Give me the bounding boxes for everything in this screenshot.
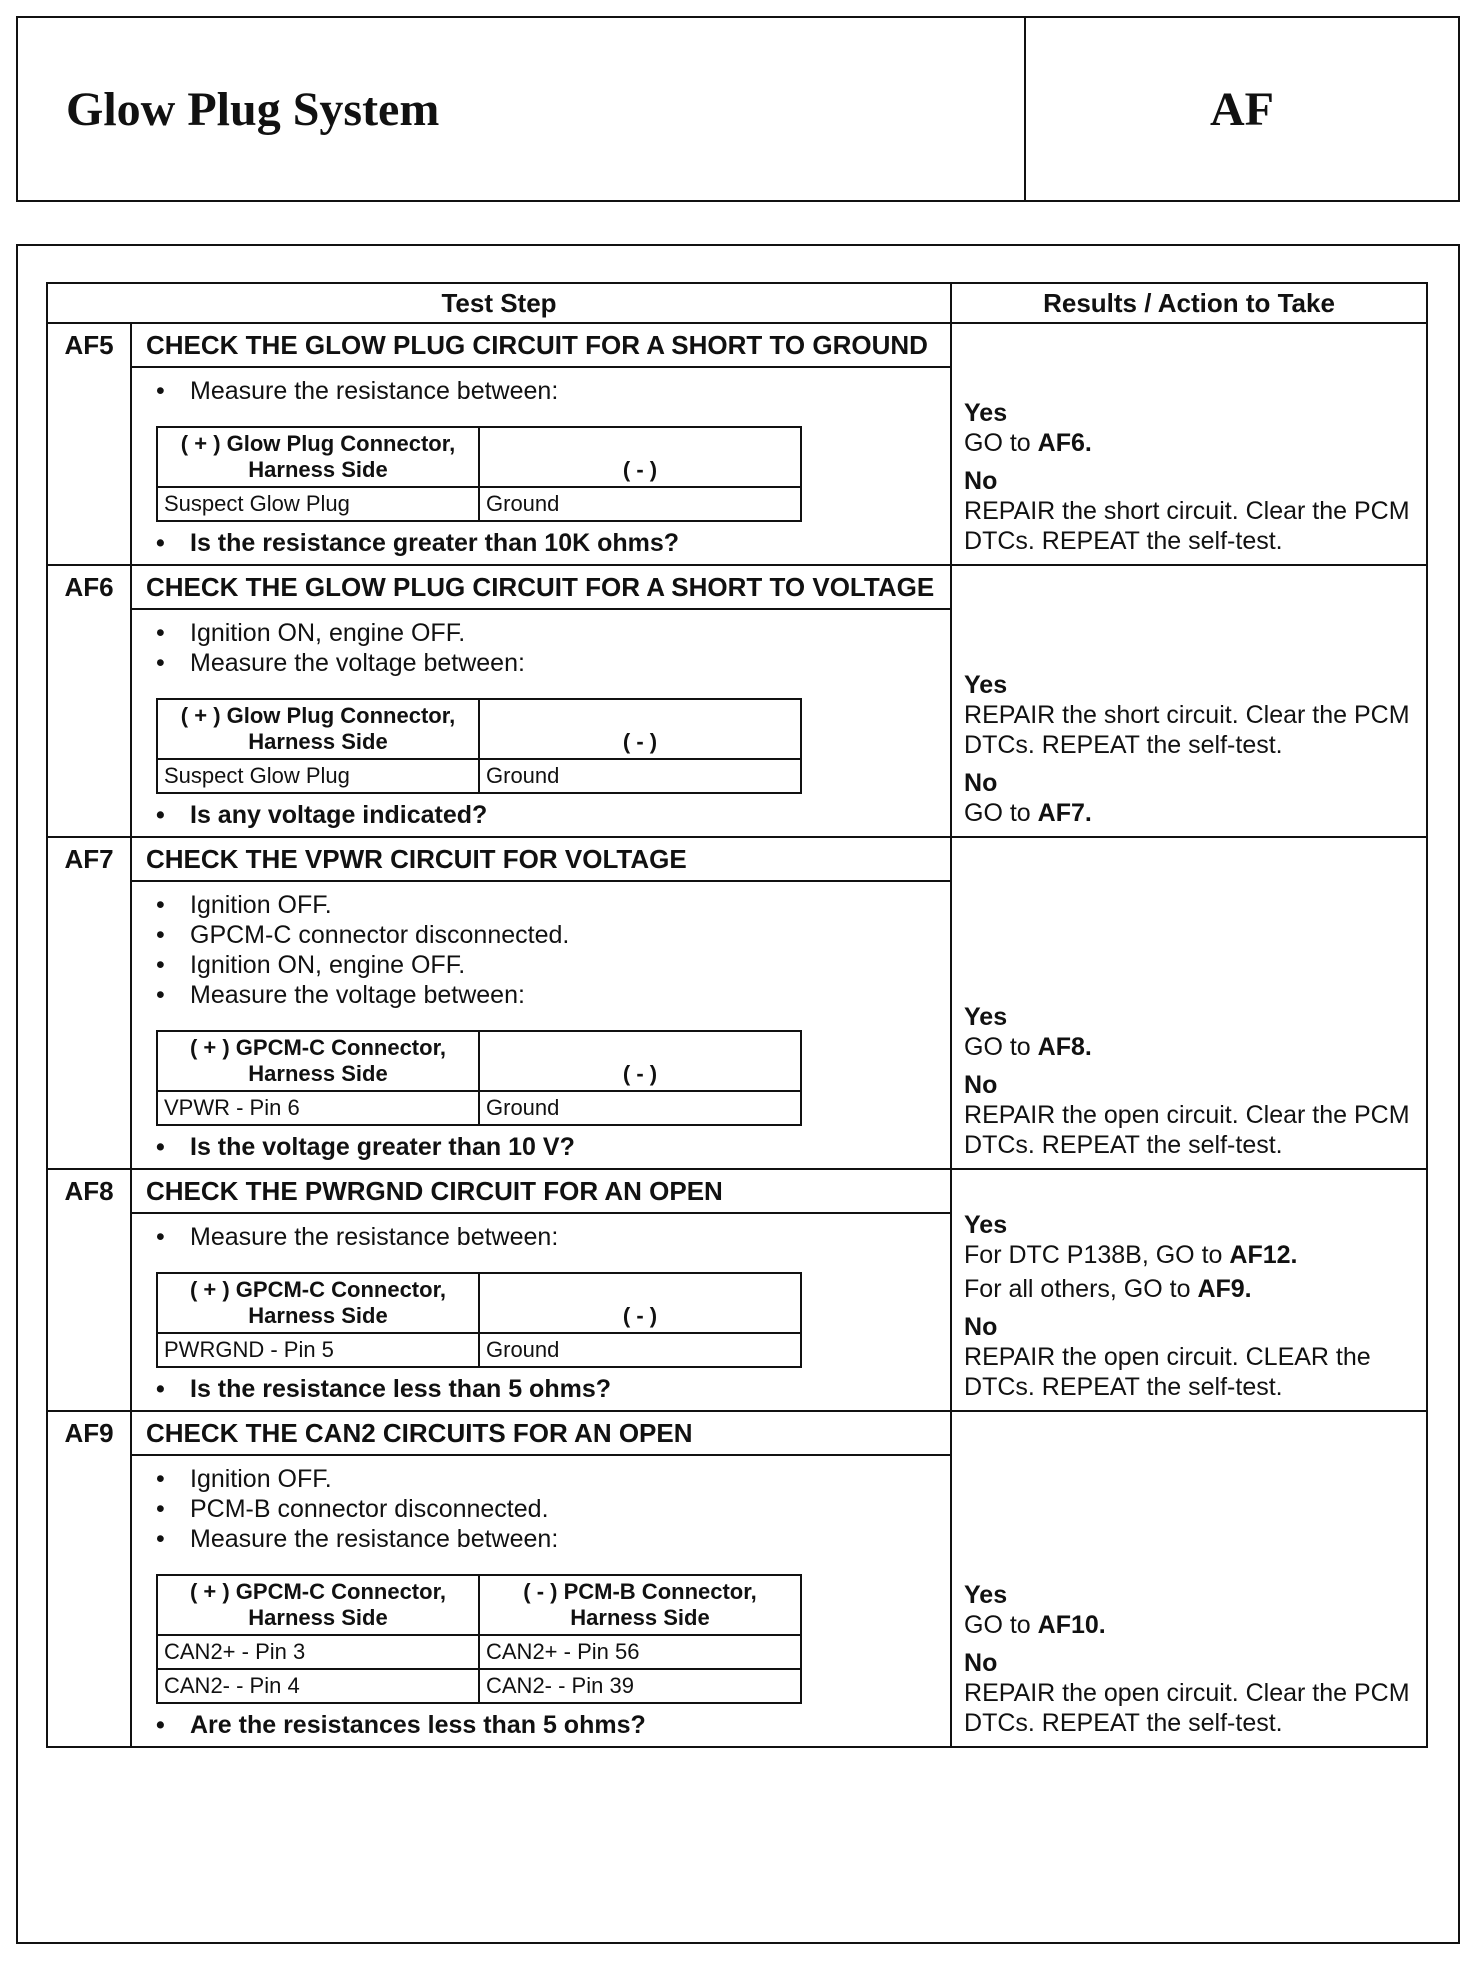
step-question-list — [146, 1374, 936, 1404]
measurement-row — [157, 1669, 801, 1703]
step-question: • Is the voltage greater than 10 V? — [146, 1132, 936, 1162]
yes-goto-ref[interactable]: AF12. — [1229, 1241, 1298, 1269]
step-question-list — [146, 800, 936, 830]
negative-lead-point: Ground — [479, 1333, 801, 1367]
positive-lead-header: ( + ) GPCM-C Connector, Harness Side — [157, 1575, 479, 1635]
measurement-header-row — [157, 1575, 801, 1635]
step-bullet: • Measure the voltage between: — [146, 980, 936, 1010]
measurement-row — [157, 487, 801, 521]
yes-action — [964, 1240, 1414, 1270]
yes-text: For DTC P138B, GO to — [964, 1241, 1223, 1269]
yes-goto-ref[interactable]: AF8. — [1037, 1033, 1092, 1061]
positive-lead-point: VPWR - Pin 6 — [157, 1091, 479, 1125]
step-bullets — [146, 618, 936, 678]
header-title-cell — [18, 18, 1026, 200]
step-bullets — [146, 1222, 936, 1252]
positive-lead-point: CAN2- - Pin 4 — [157, 1669, 479, 1703]
step-bullets — [146, 1464, 936, 1554]
negative-lead-point: CAN2- - Pin 39 — [479, 1669, 801, 1703]
step-body — [131, 367, 951, 565]
no-label: No — [964, 1649, 998, 1677]
no-text: REPAIR the open circuit. Clear the PCM DTCs. REPEAT the self-test. — [964, 1101, 1410, 1159]
step-body — [131, 881, 951, 1169]
measurement-table — [156, 698, 802, 794]
measurement-row — [157, 759, 801, 793]
yes-label: Yes — [964, 399, 1008, 427]
step-bullet: • Ignition ON, engine OFF. — [146, 950, 936, 980]
positive-lead-header: ( + ) Glow Plug Connector, Harness Side — [157, 699, 479, 759]
measurement-header-row — [157, 699, 801, 759]
step-bullet: • PCM-B connector disconnected. — [146, 1494, 936, 1524]
negative-lead-header: ( - ) — [479, 1031, 801, 1091]
yes-label: Yes — [964, 671, 1008, 699]
step-id: AF8 — [47, 1169, 131, 1411]
yes-goto-ref[interactable]: AF6. — [1037, 429, 1092, 457]
yes-text: GO to — [964, 1033, 1031, 1061]
step-bullet: • Ignition ON, engine OFF. — [146, 618, 936, 648]
no-label: No — [964, 467, 998, 495]
step-question-list — [146, 1132, 936, 1162]
yes-action-2 — [964, 1274, 1414, 1304]
negative-lead-point: Ground — [479, 1091, 801, 1125]
step-id: AF9 — [47, 1411, 131, 1747]
positive-lead-header: ( + ) GPCM-C Connector, Harness Side — [157, 1273, 479, 1333]
yes-text: GO to — [964, 429, 1031, 457]
measurement-header-row — [157, 1031, 801, 1091]
step-question: • Is the resistance less than 5 ohms? — [146, 1374, 936, 1404]
no-label: No — [964, 1071, 998, 1099]
section-code: AF — [1210, 82, 1274, 136]
measurement-table — [156, 426, 802, 522]
yes-action — [964, 1610, 1414, 1640]
step-results — [951, 323, 1427, 565]
positive-lead-point: PWRGND - Pin 5 — [157, 1333, 479, 1367]
step-bullet: • Measure the voltage between: — [146, 648, 936, 678]
step-title: CHECK THE VPWR CIRCUIT FOR VOLTAGE — [131, 837, 951, 881]
yes-text-2: For all others, GO to — [964, 1275, 1191, 1303]
no-text: GO to — [964, 799, 1031, 827]
step-title-row — [47, 1411, 1427, 1455]
measurement-row — [157, 1091, 801, 1125]
step-bullets — [146, 376, 936, 406]
step-question-list — [146, 1710, 936, 1740]
step-question: • Are the resistances less than 5 ohms? — [146, 1710, 936, 1740]
step-bullet: • Measure the resistance between: — [146, 1222, 936, 1252]
negative-lead-header: ( - ) PCM-B Connector, Harness Side — [479, 1575, 801, 1635]
positive-lead-header: ( + ) GPCM-C Connector, Harness Side — [157, 1031, 479, 1091]
measurement-table — [156, 1272, 802, 1368]
step-bullet: • GPCM-C connector disconnected. — [146, 920, 936, 950]
measurement-header-row — [157, 427, 801, 487]
yes-action — [964, 1032, 1414, 1062]
negative-lead-point: Ground — [479, 759, 801, 793]
no-action — [964, 798, 1414, 828]
no-action — [964, 1100, 1414, 1160]
no-action — [964, 1342, 1414, 1402]
step-question-list — [146, 528, 936, 558]
step-id: AF6 — [47, 565, 131, 837]
step-results — [951, 565, 1427, 837]
positive-lead-point: CAN2+ - Pin 3 — [157, 1635, 479, 1669]
positive-lead-point: Suspect Glow Plug — [157, 487, 479, 521]
pinpoint-test-table — [46, 282, 1428, 1748]
step-bullet: • Ignition OFF. — [146, 1464, 936, 1494]
step-bullet: • Measure the resistance between: — [146, 376, 936, 406]
positive-lead-header: ( + ) Glow Plug Connector, Harness Side — [157, 427, 479, 487]
step-title-row — [47, 837, 1427, 881]
yes-label: Yes — [964, 1581, 1008, 1609]
no-text: REPAIR the short circuit. Clear the PCM DTCs. REPEAT the self-test. — [964, 497, 1410, 555]
header-code-cell — [1026, 18, 1458, 200]
no-action — [964, 496, 1414, 556]
test-step-header: Test Step — [47, 283, 951, 323]
no-goto-ref[interactable]: AF7. — [1037, 799, 1092, 827]
no-text: REPAIR the open circuit. CLEAR the DTCs. REPEAT the self-test. — [964, 1343, 1371, 1401]
measurement-row — [157, 1635, 801, 1669]
step-id: AF7 — [47, 837, 131, 1169]
yes-action — [964, 700, 1414, 760]
step-body — [131, 609, 951, 837]
negative-lead-point: Ground — [479, 487, 801, 521]
step-question: • Is any voltage indicated? — [146, 800, 936, 830]
step-bullet: • Measure the resistance between: — [146, 1524, 936, 1554]
page-title: Glow Plug System — [66, 82, 440, 136]
no-label: No — [964, 769, 998, 797]
step-bullets — [146, 890, 936, 1010]
positive-lead-point: Suspect Glow Plug — [157, 759, 479, 793]
step-question: • Is the resistance greater than 10K ohms? — [146, 528, 936, 558]
results-header: Results / Action to Take — [951, 283, 1427, 323]
step-id: AF5 — [47, 323, 131, 565]
step-title-row — [47, 1169, 1427, 1213]
step-title-row — [47, 323, 1427, 367]
step-body — [131, 1455, 951, 1747]
yes-goto-ref[interactable]: AF10. — [1037, 1611, 1106, 1639]
no-label: No — [964, 1313, 998, 1341]
yes-text: GO to — [964, 1611, 1031, 1639]
yes-label: Yes — [964, 1211, 1008, 1239]
negative-lead-header: ( - ) — [479, 427, 801, 487]
step-results — [951, 1411, 1427, 1747]
negative-lead-header: ( - ) — [479, 699, 801, 759]
yes-text: REPAIR the short circuit. Clear the PCM DTCs. REPEAT the self-test. — [964, 701, 1410, 759]
no-action — [964, 1678, 1414, 1738]
negative-lead-header: ( - ) — [479, 1273, 801, 1333]
yes-label: Yes — [964, 1003, 1008, 1031]
yes-action — [964, 428, 1414, 458]
measurement-header-row — [157, 1273, 801, 1333]
measurement-table — [156, 1030, 802, 1126]
step-title: CHECK THE CAN2 CIRCUITS FOR AN OPEN — [131, 1411, 951, 1455]
measurement-table — [156, 1574, 802, 1704]
yes-goto-ref-2[interactable]: AF9. — [1197, 1275, 1252, 1303]
negative-lead-point: CAN2+ - Pin 56 — [479, 1635, 801, 1669]
page-header — [16, 16, 1460, 202]
step-title: CHECK THE PWRGND CIRCUIT FOR AN OPEN — [131, 1169, 951, 1213]
step-bullet: • Ignition OFF. — [146, 890, 936, 920]
step-results — [951, 837, 1427, 1169]
no-text: REPAIR the open circuit. Clear the PCM DTCs. REPEAT the self-test. — [964, 1679, 1410, 1737]
step-title: CHECK THE GLOW PLUG CIRCUIT FOR A SHORT TO GROUND — [131, 323, 951, 367]
step-title: CHECK THE GLOW PLUG CIRCUIT FOR A SHORT TO VOLTAGE — [131, 565, 951, 609]
step-title-row — [47, 565, 1427, 609]
measurement-row — [157, 1333, 801, 1367]
step-body — [131, 1213, 951, 1411]
step-results — [951, 1169, 1427, 1411]
